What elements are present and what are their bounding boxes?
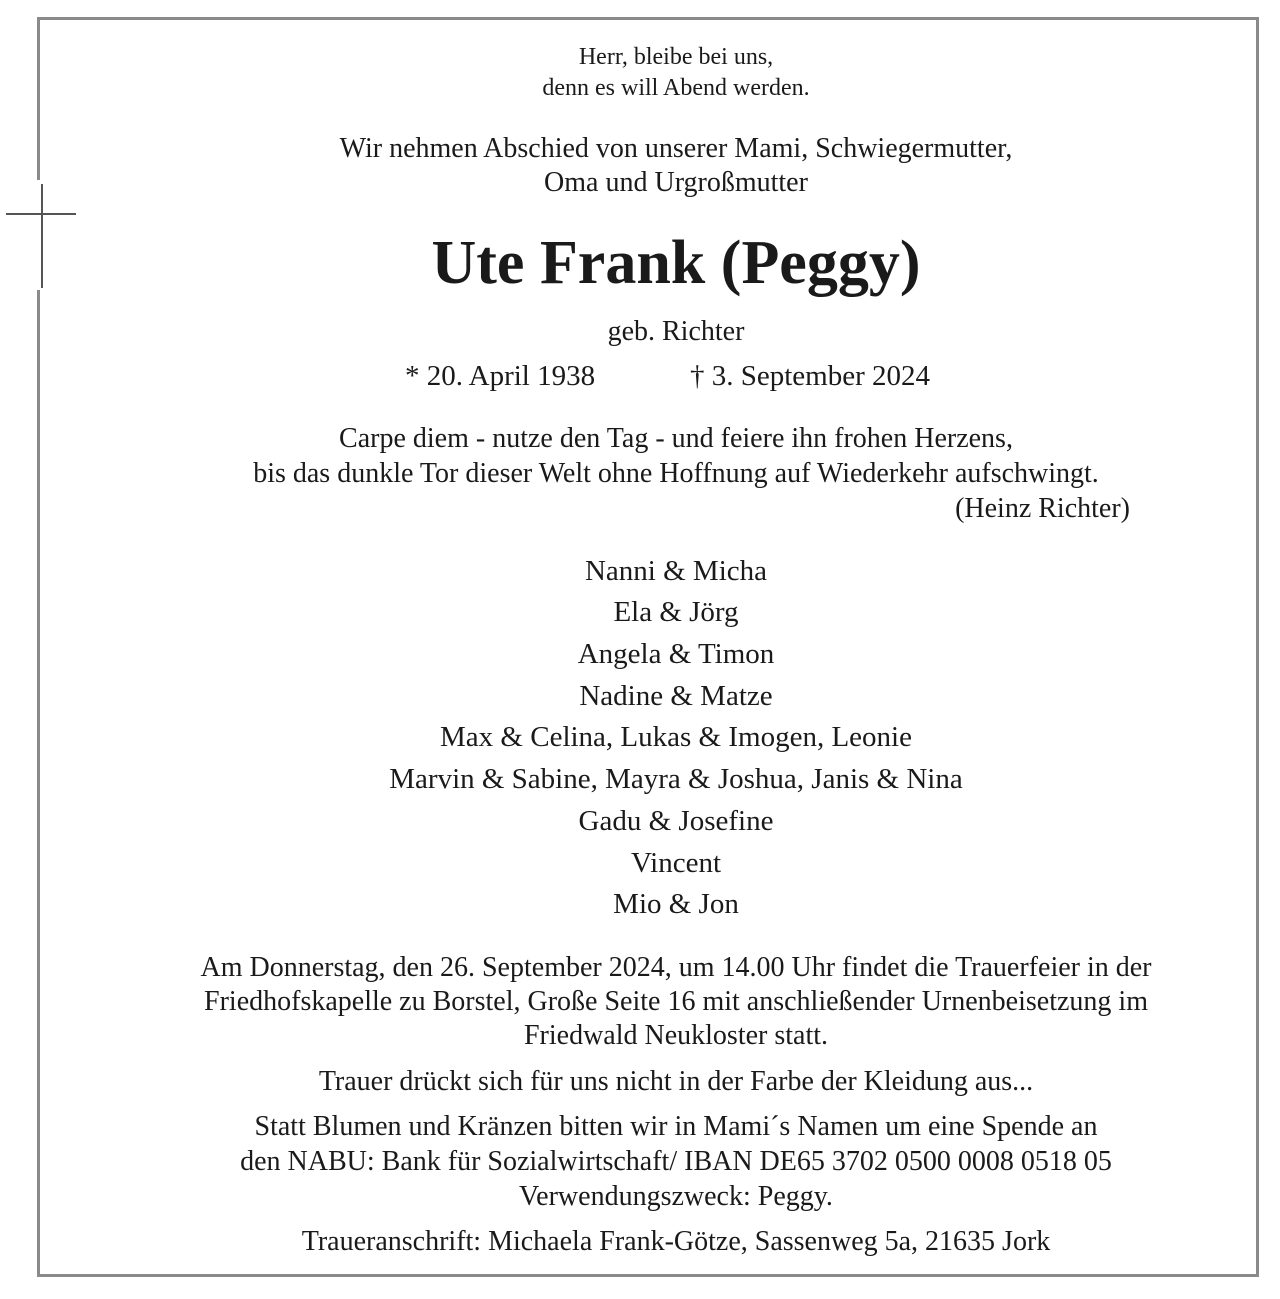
- list-item: Nadine & Matze: [579, 680, 773, 712]
- list-item: Mio & Jon: [613, 888, 739, 920]
- list-item: Max & Celina, Lukas & Imogen, Leonie: [440, 721, 912, 753]
- clothing-note: Trauer drückt sich für uns nicht in der Farbe der Kleidung aus...: [318, 1066, 1034, 1097]
- list-item: Angela & Timon: [577, 638, 775, 670]
- motto-line-2: denn es will Abend werden.: [542, 75, 810, 101]
- donation-line-1: Statt Blumen und Kränzen bitten wir in Mami´s Namen um eine Spende an: [254, 1111, 1098, 1142]
- mourning-address: Traueranschrift: Michaela Frank-Götze, Sassenweg 5a, 21635 Jork: [301, 1226, 1051, 1257]
- quote-line-1: Carpe diem - nutze den Tag - und feiere ihn frohen Herzens,: [339, 423, 1013, 454]
- intro-line-2: Oma und Urgroßmutter: [544, 167, 808, 198]
- list-item: Ela & Jörg: [613, 596, 739, 628]
- birth-date: * 20. April 1938: [405, 360, 596, 392]
- death-date: † 3. September 2024: [690, 360, 931, 392]
- motto-line-1: Herr, bleibe bei uns,: [578, 44, 774, 70]
- list-item: Vincent: [630, 847, 722, 879]
- deceased-name: Ute Frank (Peggy): [431, 229, 921, 297]
- ceremony-line-3: Friedwald Neukloster statt.: [523, 1020, 829, 1051]
- list-item: Nanni & Micha: [584, 555, 767, 587]
- donation-line-2: den NABU: Bank für Sozialwirtschaft/ IBAN DE65 3702 0500 0008 0518 05: [240, 1146, 1112, 1177]
- donation-line-3: Verwendungszweck: Peggy.: [519, 1181, 833, 1212]
- intro-line-1: Wir nehmen Abschied von unserer Mami, Schwiegermutter,: [339, 133, 1013, 164]
- list-item: Marvin & Sabine, Mayra & Joshua, Janis & Nina: [389, 763, 963, 795]
- birth-name: geb. Richter: [607, 316, 745, 347]
- quote-author: (Heinz Richter): [955, 493, 1130, 524]
- quote-line-2: bis das dunkle Tor dieser Welt ohne Hoffnung auf Wiederkehr aufschwingt.: [253, 458, 1099, 489]
- list-item: Gadu & Josefine: [578, 805, 774, 837]
- ceremony-line-1: Am Donnerstag, den 26. September 2024, um 14.00 Uhr findet die Trauerfeier in der: [200, 952, 1152, 983]
- ceremony-line-2: Friedhofskapelle zu Borstel, Große Seite 16 mit anschließender Urnenbeisetzung im: [204, 986, 1148, 1017]
